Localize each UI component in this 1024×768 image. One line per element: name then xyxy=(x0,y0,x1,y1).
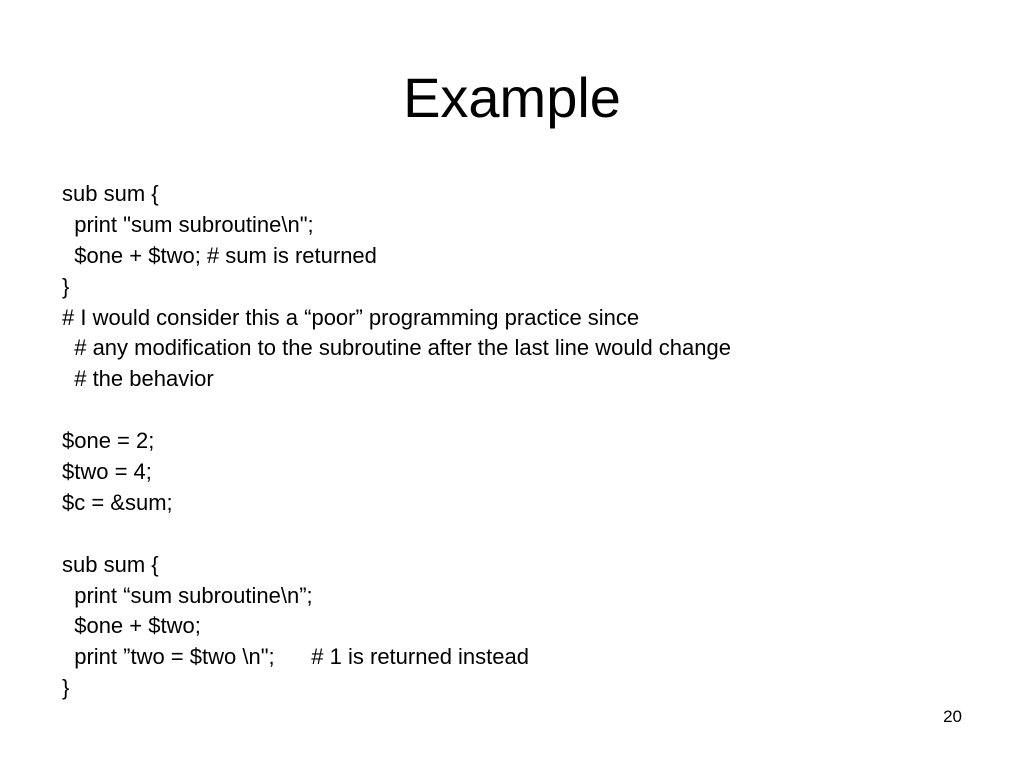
code-line: sub sum { xyxy=(62,181,159,206)
code-line: print “sum subroutine\n”; xyxy=(62,582,313,608)
code-line: # any modification to the subroutine after the last line would change xyxy=(62,335,731,361)
code-line: $one + $two; # sum is returned xyxy=(62,242,377,268)
code-line: $c = &sum; xyxy=(62,489,173,515)
code-line: $one = 2; xyxy=(62,428,155,454)
code-block xyxy=(62,179,962,704)
code-line: $one + $two; xyxy=(62,613,201,639)
code-line: print ”two = $two \n"; # 1 is returned instead xyxy=(62,644,529,670)
slide-title: Example xyxy=(403,66,621,129)
code-line: sub sum { xyxy=(62,551,159,577)
code-line: } xyxy=(62,273,70,299)
code-line: print "sum subroutine\n"; xyxy=(62,211,314,237)
code-line: } xyxy=(62,675,70,701)
blank-line xyxy=(62,519,962,550)
code-line: $two = 4; xyxy=(62,459,152,485)
blank-line xyxy=(62,395,962,426)
page-number: 20 xyxy=(943,707,962,726)
code-line: # I would consider this a “poor” programming practice since xyxy=(62,304,640,330)
code-line: # the behavior xyxy=(62,366,214,392)
